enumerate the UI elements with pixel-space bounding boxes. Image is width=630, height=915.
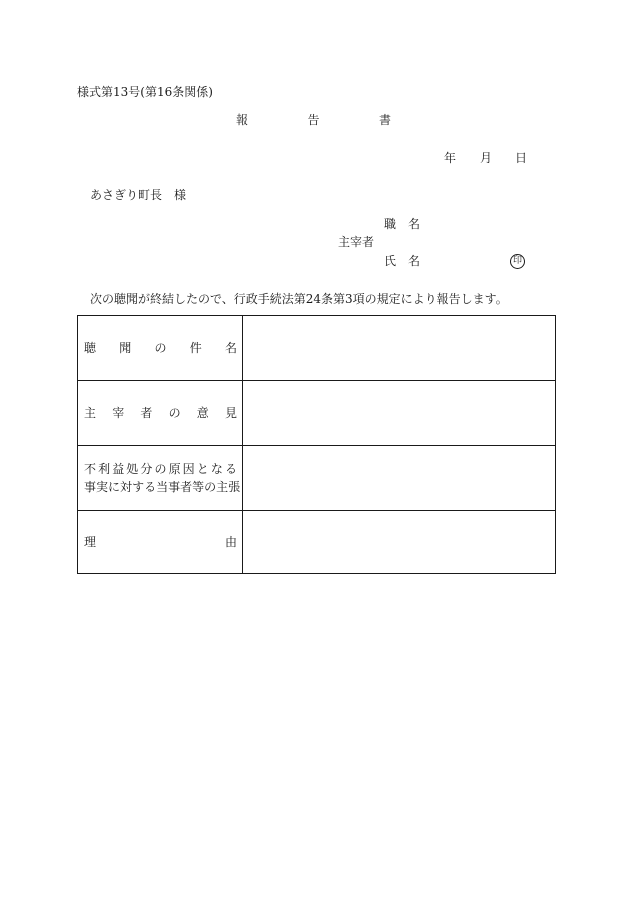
row-label-char: 分 <box>140 462 153 476</box>
title-char-3: 書 <box>378 113 391 127</box>
row-label-line <box>84 533 237 551</box>
body-text: 次の聴聞が終結したので、行政手続法第24条第3項の規定により報告します。 <box>90 292 508 306</box>
row-label-char: す <box>132 480 145 494</box>
row-label <box>84 446 241 510</box>
presider-opinion-value[interactable] <box>243 381 555 445</box>
date-day-label: 日 <box>515 151 528 165</box>
row-label-char: に <box>108 480 121 494</box>
row-label-char: 主 <box>84 406 97 420</box>
row-label-char: 者 <box>140 406 153 420</box>
row-label <box>84 381 237 445</box>
document-title <box>236 114 391 126</box>
row-label <box>84 511 237 573</box>
row-label-char: 利 <box>98 462 111 476</box>
addressee: あさぎり町長 様 <box>90 188 187 202</box>
row-label-char: 等 <box>192 480 205 494</box>
hearing-subject-value[interactable] <box>243 316 555 380</box>
row-label-char: 益 <box>112 462 125 476</box>
table-row-presider-opinion <box>78 380 555 445</box>
report-table <box>77 315 556 574</box>
row-label-char: 事 <box>84 480 97 494</box>
row-label-char: な <box>210 462 223 476</box>
row-label-char: 意 <box>196 406 209 420</box>
party-claims-value[interactable] <box>243 446 555 510</box>
row-label-char: 件 <box>189 341 202 355</box>
row-label-line <box>84 460 237 478</box>
row-label-char: る <box>224 462 237 476</box>
row-label-char: 見 <box>224 406 237 420</box>
row-label-char: 聴 <box>84 341 97 355</box>
row-label-char: 宰 <box>112 406 125 420</box>
row-label-line <box>84 478 241 496</box>
row-label-char: 名 <box>224 341 237 355</box>
row-label-char: の <box>154 341 167 355</box>
date-year-label: 年 <box>444 151 457 165</box>
row-label-char: 主 <box>216 480 229 494</box>
row-label-char: と <box>196 462 209 476</box>
name-label: 氏 名 <box>384 254 421 268</box>
row-label-char: 由 <box>224 535 237 549</box>
form-number: 様式第13号(第16条関係) <box>77 85 213 99</box>
table-row-hearing-subject <box>78 316 555 380</box>
role-label: 主宰者 <box>338 235 375 249</box>
row-label-char: 原 <box>168 462 181 476</box>
table-row-party-claims <box>78 445 555 510</box>
row-label-char: 事 <box>168 480 181 494</box>
row-label-char: 者 <box>180 480 193 494</box>
seal-mark <box>510 254 525 269</box>
row-label-char: 処 <box>126 462 139 476</box>
row-label-char: 不 <box>84 462 97 476</box>
title-char-1: 報 <box>236 113 249 127</box>
row-label-char: の <box>154 462 167 476</box>
row-label-char: の <box>168 406 181 420</box>
row-label-char: 対 <box>120 480 133 494</box>
row-label-line <box>84 404 237 422</box>
row-label-char: 当 <box>156 480 169 494</box>
row-label-char: 因 <box>182 462 195 476</box>
row-label-char: の <box>204 480 217 494</box>
date-month-label: 月 <box>480 151 493 165</box>
row-label <box>84 316 237 380</box>
row-label-char: 実 <box>96 480 109 494</box>
reason-value[interactable] <box>243 511 555 573</box>
row-label-char: 聞 <box>119 341 132 355</box>
seal-mark-char: 印 <box>512 256 522 266</box>
title-char-2: 告 <box>307 113 320 127</box>
position-label: 職 名 <box>384 217 421 231</box>
row-label-char: る <box>144 480 157 494</box>
row-label-char: 張 <box>228 480 241 494</box>
row-label-line <box>84 339 237 357</box>
row-label-char: 理 <box>84 535 97 549</box>
table-row-reason <box>78 510 555 573</box>
